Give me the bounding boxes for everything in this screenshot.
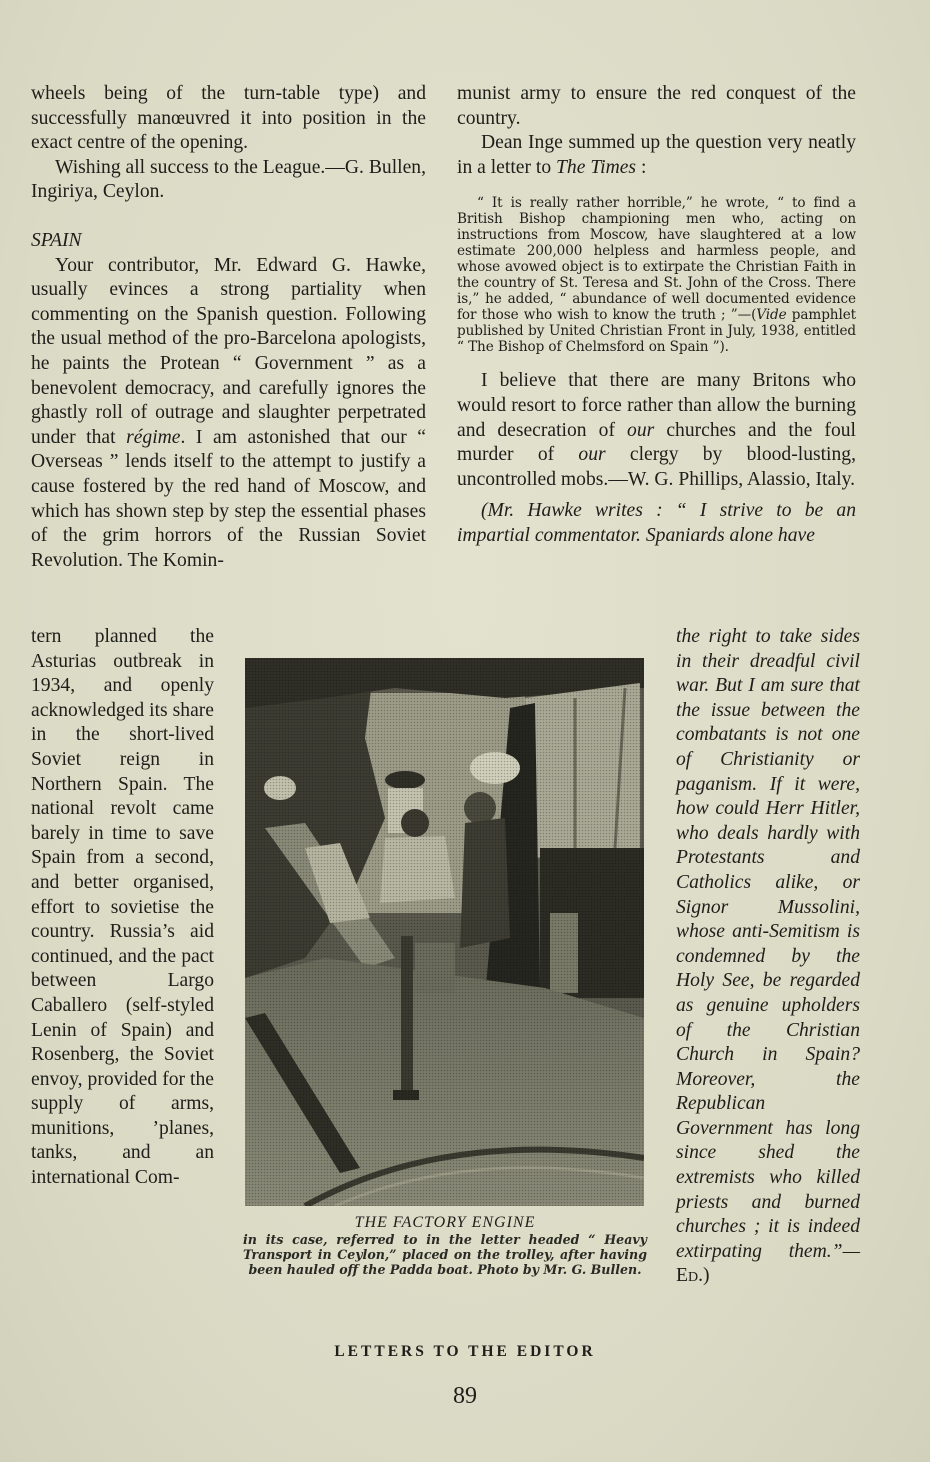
section-footer: LETTERS TO THE EDITOR bbox=[334, 1343, 596, 1360]
editor-note-open: (Mr. Hawke writes : “ I strive to be an impartial commentator. Spaniards alone have bbox=[457, 500, 856, 546]
photo-caption bbox=[243, 1213, 647, 1277]
letter-bullen-ending: wheels being of the turn-table type) and successfully manœuvred it into position in the exact centre of the opening. bbox=[31, 83, 426, 154]
caption-body: in its case, referred to in the letter headed “ Heavy Transport in Ceylon,” placed on the trolley, after having been hauled off the Padda boat. Photo by Mr. G. Bullen. bbox=[243, 1232, 647, 1277]
vide-italic: Vide bbox=[756, 306, 787, 323]
editor-note-narrow: the right to take sides in their dreadful civil war. But I am sure that the issue between the combatants is not one of Christianity or paganism. If it were, how could Herr Hitler, who deals hardly with Protestants and Catholics alike, or Signor Mussolini, whose anti-Semitism is condemned by the Holy See, be regarded as genuine upholders of the Christian Church in Spain? Moreover, the Republican Government has long since shed the extremists who killed priests and burned churches ; it is indeed extirpating them.”—Ed.) bbox=[676, 626, 860, 1287]
right-column bbox=[457, 82, 856, 549]
editor-signature: Ed. bbox=[676, 1265, 703, 1287]
left-narrow-column: tern planned the Asturias outbreak in 1934, and openly acknowledged its share in the short-lived Soviet reign in Northern Spain. The national revolt came barely in time to save Spain from a second, and better organised, effort to sovietise the country. Russia’s aid continued, and the pact between Largo Caballero (self-styled Lenin of Spain) and Rosenberg, the Soviet envoy, provided for the supply of arms, munitions, ’planes, tanks, and an international Com- bbox=[31, 626, 214, 1189]
dean-inge-intro: Dean Inge summed up the question very neatly in a letter to The Times : bbox=[457, 132, 856, 178]
page-number: 89 bbox=[453, 1383, 477, 1409]
letter-bullen-signoff: Wishing all success to the League.—G. Bullen, Ingiriya, Ceylon. bbox=[31, 156, 426, 203]
caption-title: THE FACTORY ENGINE bbox=[354, 1214, 536, 1231]
left-column bbox=[31, 82, 426, 573]
block-quote: “ It is really rather horrible,” he wrote, “ to find a British Bishop championing men who, acting on instructions from Moscow, have slaughtered at a low estimate 200,000 helpless and harmless people, and whose avowed object is to extirpate the Christian Faith in the country of St. Teresa and St. John of the Cross. There is,” he added, “ abundance of well documented evidence for those who wish to know the truth ; ”—(Vide pamphlet published by United Christian Front in July, 1938, entitled “ The Bishop of Chelmsford on Spain ”). bbox=[457, 195, 856, 355]
photo-illustration bbox=[245, 658, 644, 1206]
the-times-italic: The Times bbox=[556, 156, 637, 178]
factory-engine-photo bbox=[245, 658, 644, 1206]
section-heading-spain: SPAIN bbox=[31, 229, 82, 251]
regime-italic: régime bbox=[126, 426, 181, 448]
phillips-para: I believe that there are many Britons who would resort to force rather than allow the burning and desecration of our churches and the foul murder of our clergy by blood-lusting, uncontrolled mobs.—W. G. Phillips, Alassio, Italy. bbox=[457, 370, 856, 490]
letter-spain-para: Your contributor, Mr. Edward G. Hawke, usually evinces a strong partiality when commenting on the Spanish question. Following the usual method of the pro-Barcelona apologists, he paints the Protean “ Government ” as a benevolent democracy, and carefully ignores the ghastly roll of outrage and slaughter perpetrated under that régime. I am astonished that our “ Overseas ” lends itself to the attempt to justify a cause fostered by the red hand of Moscow, and which has shown step by step the essential phases of the grim horrors of the Russian Soviet Revolution. The Komin- bbox=[31, 254, 426, 571]
letter-continuation: munist army to ensure the red conquest of the country. bbox=[457, 83, 856, 129]
